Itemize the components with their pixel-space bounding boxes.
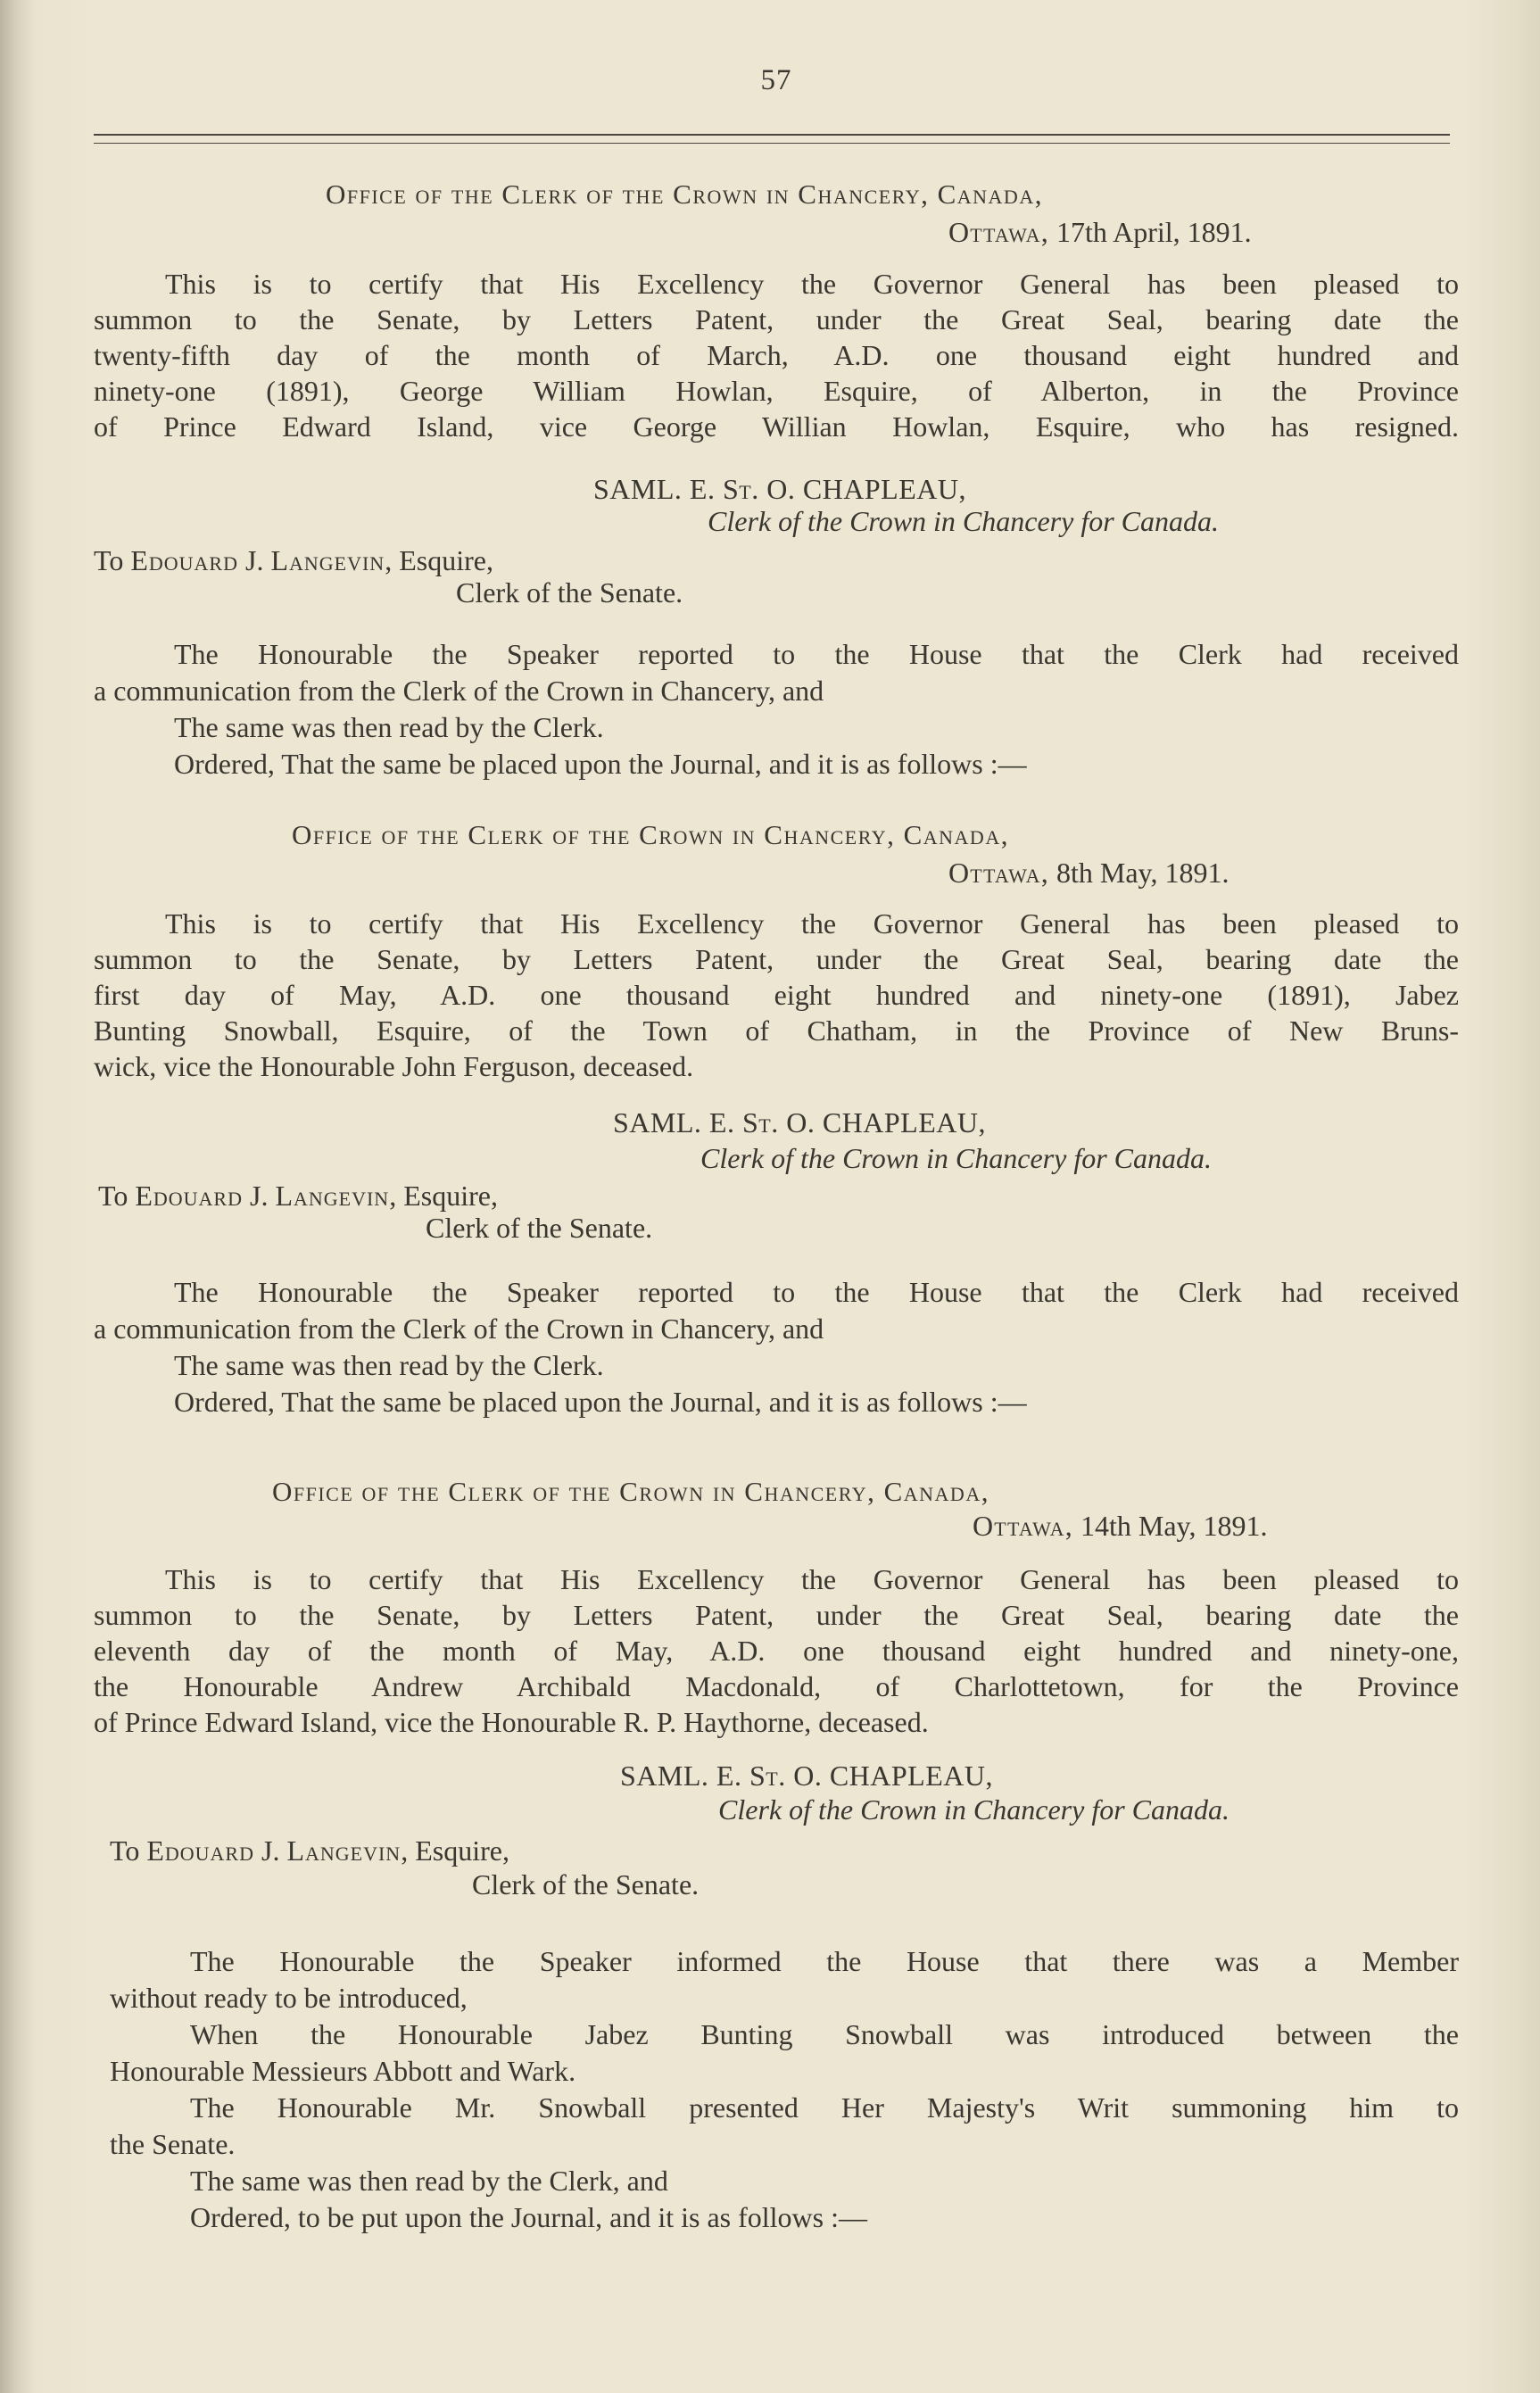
addressee-part: J. [253,1834,287,1867]
addressee-part: Edouard [130,544,238,576]
certificate-paragraph [94,1561,1459,1740]
proceedings-line: without ready to be introduced, [110,1982,468,2014]
signature-name [593,473,966,506]
sig-name-part: O. CHAPLEAU, [778,1106,986,1139]
certificate-line: ninety-one (1891), George William Howlan, Esquire, of Alberton, in the Province [94,375,1459,407]
certificate-line: the Honourable Andrew Archibald Macdonald, of Charlottetown, for the Province [94,1670,1459,1702]
dateline-place: Ottawa, [973,1510,1073,1542]
signature-title: Clerk of the Crown in Chancery for Canada. [700,1142,1213,1174]
addressee-part: Langevin [270,544,385,576]
header-rule-thin [94,143,1450,144]
addressee-part: Edouard [146,1834,254,1867]
sig-name-part: O. CHAPLEAU, [758,473,966,505]
sig-name-part: O. CHAPLEAU, [785,1760,993,1792]
signature-title: Clerk of the Crown in Chancery for Canada. [718,1793,1230,1826]
proceedings-line: The Honourable the Speaker reported to the House that the Clerk had received [174,638,1459,670]
proceedings-paragraph [94,1274,1459,1420]
dateline [973,1510,1267,1543]
addressee-title: Clerk of the Senate. [426,1212,653,1244]
signature-name [620,1760,993,1793]
dateline-date: 14th May, 1891. [1072,1510,1268,1542]
office-heading: Office of the Clerk of the Crown in Chancery, Canada, [292,819,1009,850]
certificate-line: This is to certify that His Excellency the Governor General has been pleased to [165,1563,1459,1595]
dateline [948,216,1252,249]
proceedings-line: the Senate. [110,2128,236,2160]
proceedings-line: The Honourable the Speaker informed the House that there was a Member [190,1945,1459,1977]
addressee-part: J. [237,544,271,576]
addressee [110,1834,509,1867]
addressee-title: Clerk of the Senate. [472,1868,700,1900]
certificate-line: This is to certify that His Excellency the Governor General has been pleased to [165,268,1459,300]
certificate-line: summon to the Senate, by Letters Patent, under the Great Seal, bearing date the [94,1599,1459,1631]
addressee-part: To [110,1834,147,1867]
dateline-place: Ottawa, [948,857,1049,889]
addressee-part: Langevin [286,1834,402,1867]
dateline-date: 8th May, 1891. [1048,857,1230,889]
signature-name [613,1106,986,1139]
addressee-part: , Esquire, [389,1180,498,1212]
addressee-part: J. [242,1180,276,1212]
certificate-line: summon to the Senate, by Letters Patent, under the Great Seal, bearing date the [94,303,1459,335]
addressee-title: Clerk of the Senate. [456,576,683,609]
certificate-line: of Prince Edward Island, vice George Willian Howlan, Esquire, who has resigned. [94,410,1459,443]
dateline-place: Ottawa, [948,216,1049,248]
proceedings-line: The Honourable Mr. Snowball presented Her Majesty's Writ summoning him to [190,2091,1459,2124]
proceedings-line: Ordered, That the same be placed upon the Journal, and it is as follows :— [174,748,1027,780]
proceedings-line: The same was then read by the Clerk. [174,711,604,743]
sig-name-part: SAML. E. [620,1760,749,1792]
proceedings-line: Ordered, to be put upon the Journal, and it is as follows :— [190,2201,867,2233]
addressee-part: Edouard [135,1180,243,1212]
sig-name-part: St. [722,473,759,505]
addressee-part: Langevin [275,1180,390,1212]
proceedings-line: The same was then read by the Clerk. [174,1349,604,1381]
dateline [948,857,1229,890]
addressee-part: To [98,1180,136,1212]
proceedings-line: a communication from the Clerk of the Crown in Chancery, and [94,675,824,707]
certificate-line: first day of May, A.D. one thousand eight hundred and ninety-one (1891), Jabez [94,979,1459,1011]
certificate-line: Bunting Snowball, Esquire, of the Town of Chatham, in the Province of New Bruns- [94,1014,1459,1047]
page-number: 57 [760,64,792,96]
certificate-line: of Prince Edward Island, vice the Honourable R. P. Haythorne, deceased. [94,1706,929,1738]
proceedings-line: The Honourable the Speaker reported to the House that the Clerk had received [174,1276,1459,1308]
sig-name-part: SAML. E. [593,473,723,505]
proceedings-line: When the Honourable Jabez Bunting Snowball was introduced between the [190,2018,1459,2050]
certificate-line: twenty-fifth day of the month of March, A.D. one thousand eight hundred and [94,339,1459,371]
certificate-line: eleventh day of the month of May, A.D. one thousand eight hundred and ninety-one, [94,1635,1459,1667]
proceedings-line: a communication from the Clerk of the Crown in Chancery, and [94,1312,824,1345]
dateline-date: 17th April, 1891. [1048,216,1252,248]
certificate-paragraph [94,906,1459,1084]
proceedings-line: The same was then read by the Clerk, and [190,2165,668,2197]
proceedings-line: Honourable Messieurs Abbott and Wark. [110,2055,576,2087]
certificate-line: summon to the Senate, by Letters Patent, under the Great Seal, bearing date the [94,943,1459,975]
sig-name-part: St. [741,1106,779,1139]
proceedings-line: Ordered, That the same be placed upon the Journal, and it is as follows :— [174,1386,1027,1418]
proceedings-paragraph [110,1943,1459,2236]
header-rule [94,134,1450,136]
signature-title: Clerk of the Crown in Chancery for Canada. [708,505,1220,537]
office-heading: Office of the Clerk of the Crown in Chancery, Canada, [326,178,1043,210]
office-heading: Office of the Clerk of the Crown in Chancery, Canada, [272,1476,989,1507]
addressee-part: , Esquire, [401,1834,509,1867]
sig-name-part: SAML. E. [613,1106,742,1139]
certificate-line: This is to certify that His Excellency the Governor General has been pleased to [165,907,1459,940]
addressee [94,544,493,577]
addressee-part: , Esquire, [385,544,493,576]
proceedings-paragraph [94,636,1459,782]
addressee-part: To [94,544,131,576]
addressee [98,1180,498,1213]
certificate-paragraph [94,266,1459,444]
certificate-line: wick, vice the Honourable John Ferguson, deceased. [94,1050,694,1082]
sig-name-part: St. [749,1760,786,1792]
